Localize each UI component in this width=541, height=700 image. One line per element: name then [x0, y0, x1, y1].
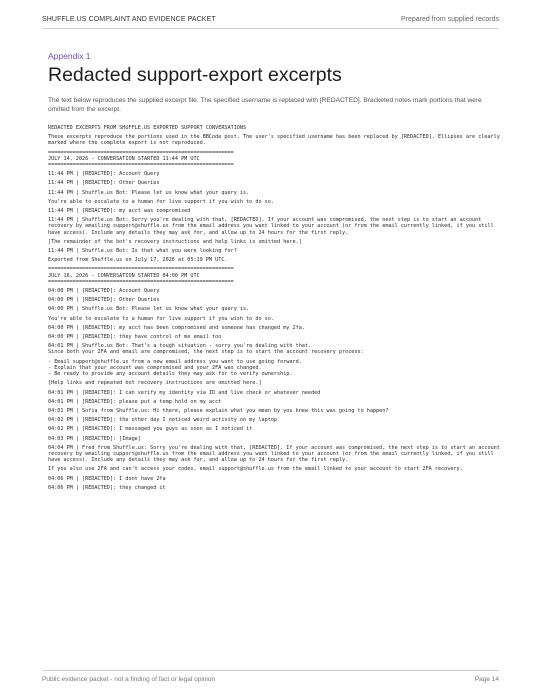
export-note: Exported from Shuffle.us on July 17, 2026 at 05:19 PM UTC. [48, 257, 228, 264]
chat-line: 04:01 PM | [REDACTED]: please put a temp hold on my acct [48, 398, 222, 405]
chat-line: Since both your 2FA and email are compromised, the next step is to start the account recovery process: [48, 349, 364, 356]
chat-line: 04:02 PM | [REDACTED]: I messaged you guys as soon as I noticed it [48, 426, 253, 433]
chat-line: You're able to escalate to a human for live support if you wish to do so. [48, 198, 274, 205]
chat-line: 11:44 PM | Shuffle.us Bot: Is that what you were looking for? [48, 248, 237, 255]
page-number: Page 14 [474, 676, 499, 683]
chat-line: 11:44 PM | [REDACTED]: Other Queries [48, 180, 160, 187]
separator-rule: ============================================================ [48, 266, 234, 273]
chat-line: You're able to escalate to a human for live support if you wish to do so. [48, 315, 274, 322]
intro-paragraph: The text below reproduces the supplied excerpt file. The specified username is replaced with [REDACTED]. Bracketed notes mark portions that were omitted from the excerpt. [48, 97, 482, 114]
chat-line: 04:03 PM | [REDACTED]: [Image] [48, 435, 141, 442]
chat-line: 04:00 PM | [REDACTED]: my acct has been compromised and someone has changed my 2fa. [48, 324, 305, 331]
chat-line: 04:02 PM | [REDACTED]: the other day I noticed weird activity on my laptop [48, 417, 278, 424]
chat-line: 04:00 PM | [REDACTED]: they have control of me email too [48, 334, 222, 341]
chat-line: 04:06 PM | [REDACTED]: I dont have 2fa [48, 475, 166, 482]
page-header [42, 14, 499, 29]
chat-line: 04:06 PM | [REDACTED]: they changed it [48, 484, 166, 491]
chat-line: 04:01 PM | Shuffle.us Bot: That's a tough situation - sorry you're dealing with that. [48, 343, 312, 350]
bullet-line: - Explain that your account was compromised and your 2FA was changed. [48, 364, 262, 371]
conversation-heading: JULY 16, 2026 - CONVERSATION STARTED 04:00 PM UTC [48, 272, 200, 279]
excerpt-heading: REDACTED EXCERPTS FROM SHUFFLE.US EXPORTED SUPPORT CONVERSATIONS [48, 125, 247, 131]
bullet-line: - Email support@shuffle.us from a new email address you want to use going forward. [48, 358, 302, 365]
page-footer [42, 670, 499, 687]
chat-line: 04:01 PM | Sofia from Shuffle.us: Hi there, please explain what you mean by you knew this was going to happen? [48, 407, 389, 414]
chat-line: 04:00 PM | Shuffle.us Bot: Please let us know what your query is. [48, 306, 250, 313]
appendix-label: Appendix 1 [48, 51, 91, 61]
chat-line: 11:44 PM | [REDACTED]: my acct was compromised [48, 208, 191, 215]
omission-note: [The remainder of the bot's recovery instructions and help links is omitted here.] [48, 238, 302, 245]
header-subtitle: Prepared from supplied records [400, 16, 499, 23]
chat-line: 04:00 PM | [REDACTED]: Other Queries [48, 297, 160, 304]
chat-line: 11:44 PM | [REDACTED]: Account Query [48, 171, 160, 178]
chat-line: 04:00 PM | [REDACTED]: Account Query [48, 288, 160, 295]
chat-line: 04:01 PM | [REDACTED]: I can verify my identity via ID and live check or whatever needed [48, 389, 321, 396]
chat-line: If you also use 2FA and can't access your codes, email support@shuffle.us from the email linked to your account to start 2FA recovery. [48, 466, 463, 473]
page-title: Redacted support-export excerpts [48, 64, 342, 86]
chat-line: 11:44 PM | Shuffle.us Bot: Please let us know what your query is. [48, 189, 250, 196]
excerpt-preface: These excerpts reproduce the portions used in the BBCode post. The user's specified username has been replaced by [REDACTED]. Ellipses are clearly marked where the complete export is not reproduced. [48, 134, 500, 147]
header-title: SHUFFLE.US COMPLAINT AND EVIDENCE PACKET [42, 16, 216, 23]
conversation-heading: JULY 14, 2026 - CONVERSATION STARTED 11:44 PM UTC [48, 155, 200, 162]
chat-line: 04:04 PM | Fred from Shuffle.us: Sorry you're dealing with that, [REDACTED]. If your account was compromised, the next step is to start an account recovery by emailing support@shuffle.us from the email address you want linked to your account (or from the email currently linked, if you still have access). Include any details they may ask for, and allow up to 24 hours for the first reply. [48, 444, 500, 464]
bullet-line: - Be ready to provide any account details they may ask for to verify ownership. [48, 371, 293, 378]
footer-disclaimer: Public evidence packet - not a finding of fact or legal opinion [42, 676, 216, 683]
omission-note: [Help links and repeated bot recovery instructions are omitted here.] [48, 380, 262, 387]
chat-line: 11:44 PM | Shuffle.us Bot: Sorry you're dealing with that, [REDACTED]. If your account was compromised, the next step is to start an account recovery by emailing support@shuffle.us from the email address you want linked to your account (or from the email currently linked, if you still have access). Include any details they may ask for, and allow up to 24 hours for the first reply. [48, 217, 494, 236]
separator-rule: ============================================================ [48, 278, 234, 285]
separator-rule: ============================================================ [48, 162, 234, 169]
separator-rule: ============================================================ [48, 149, 234, 156]
excerpt-block [48, 125, 500, 491]
